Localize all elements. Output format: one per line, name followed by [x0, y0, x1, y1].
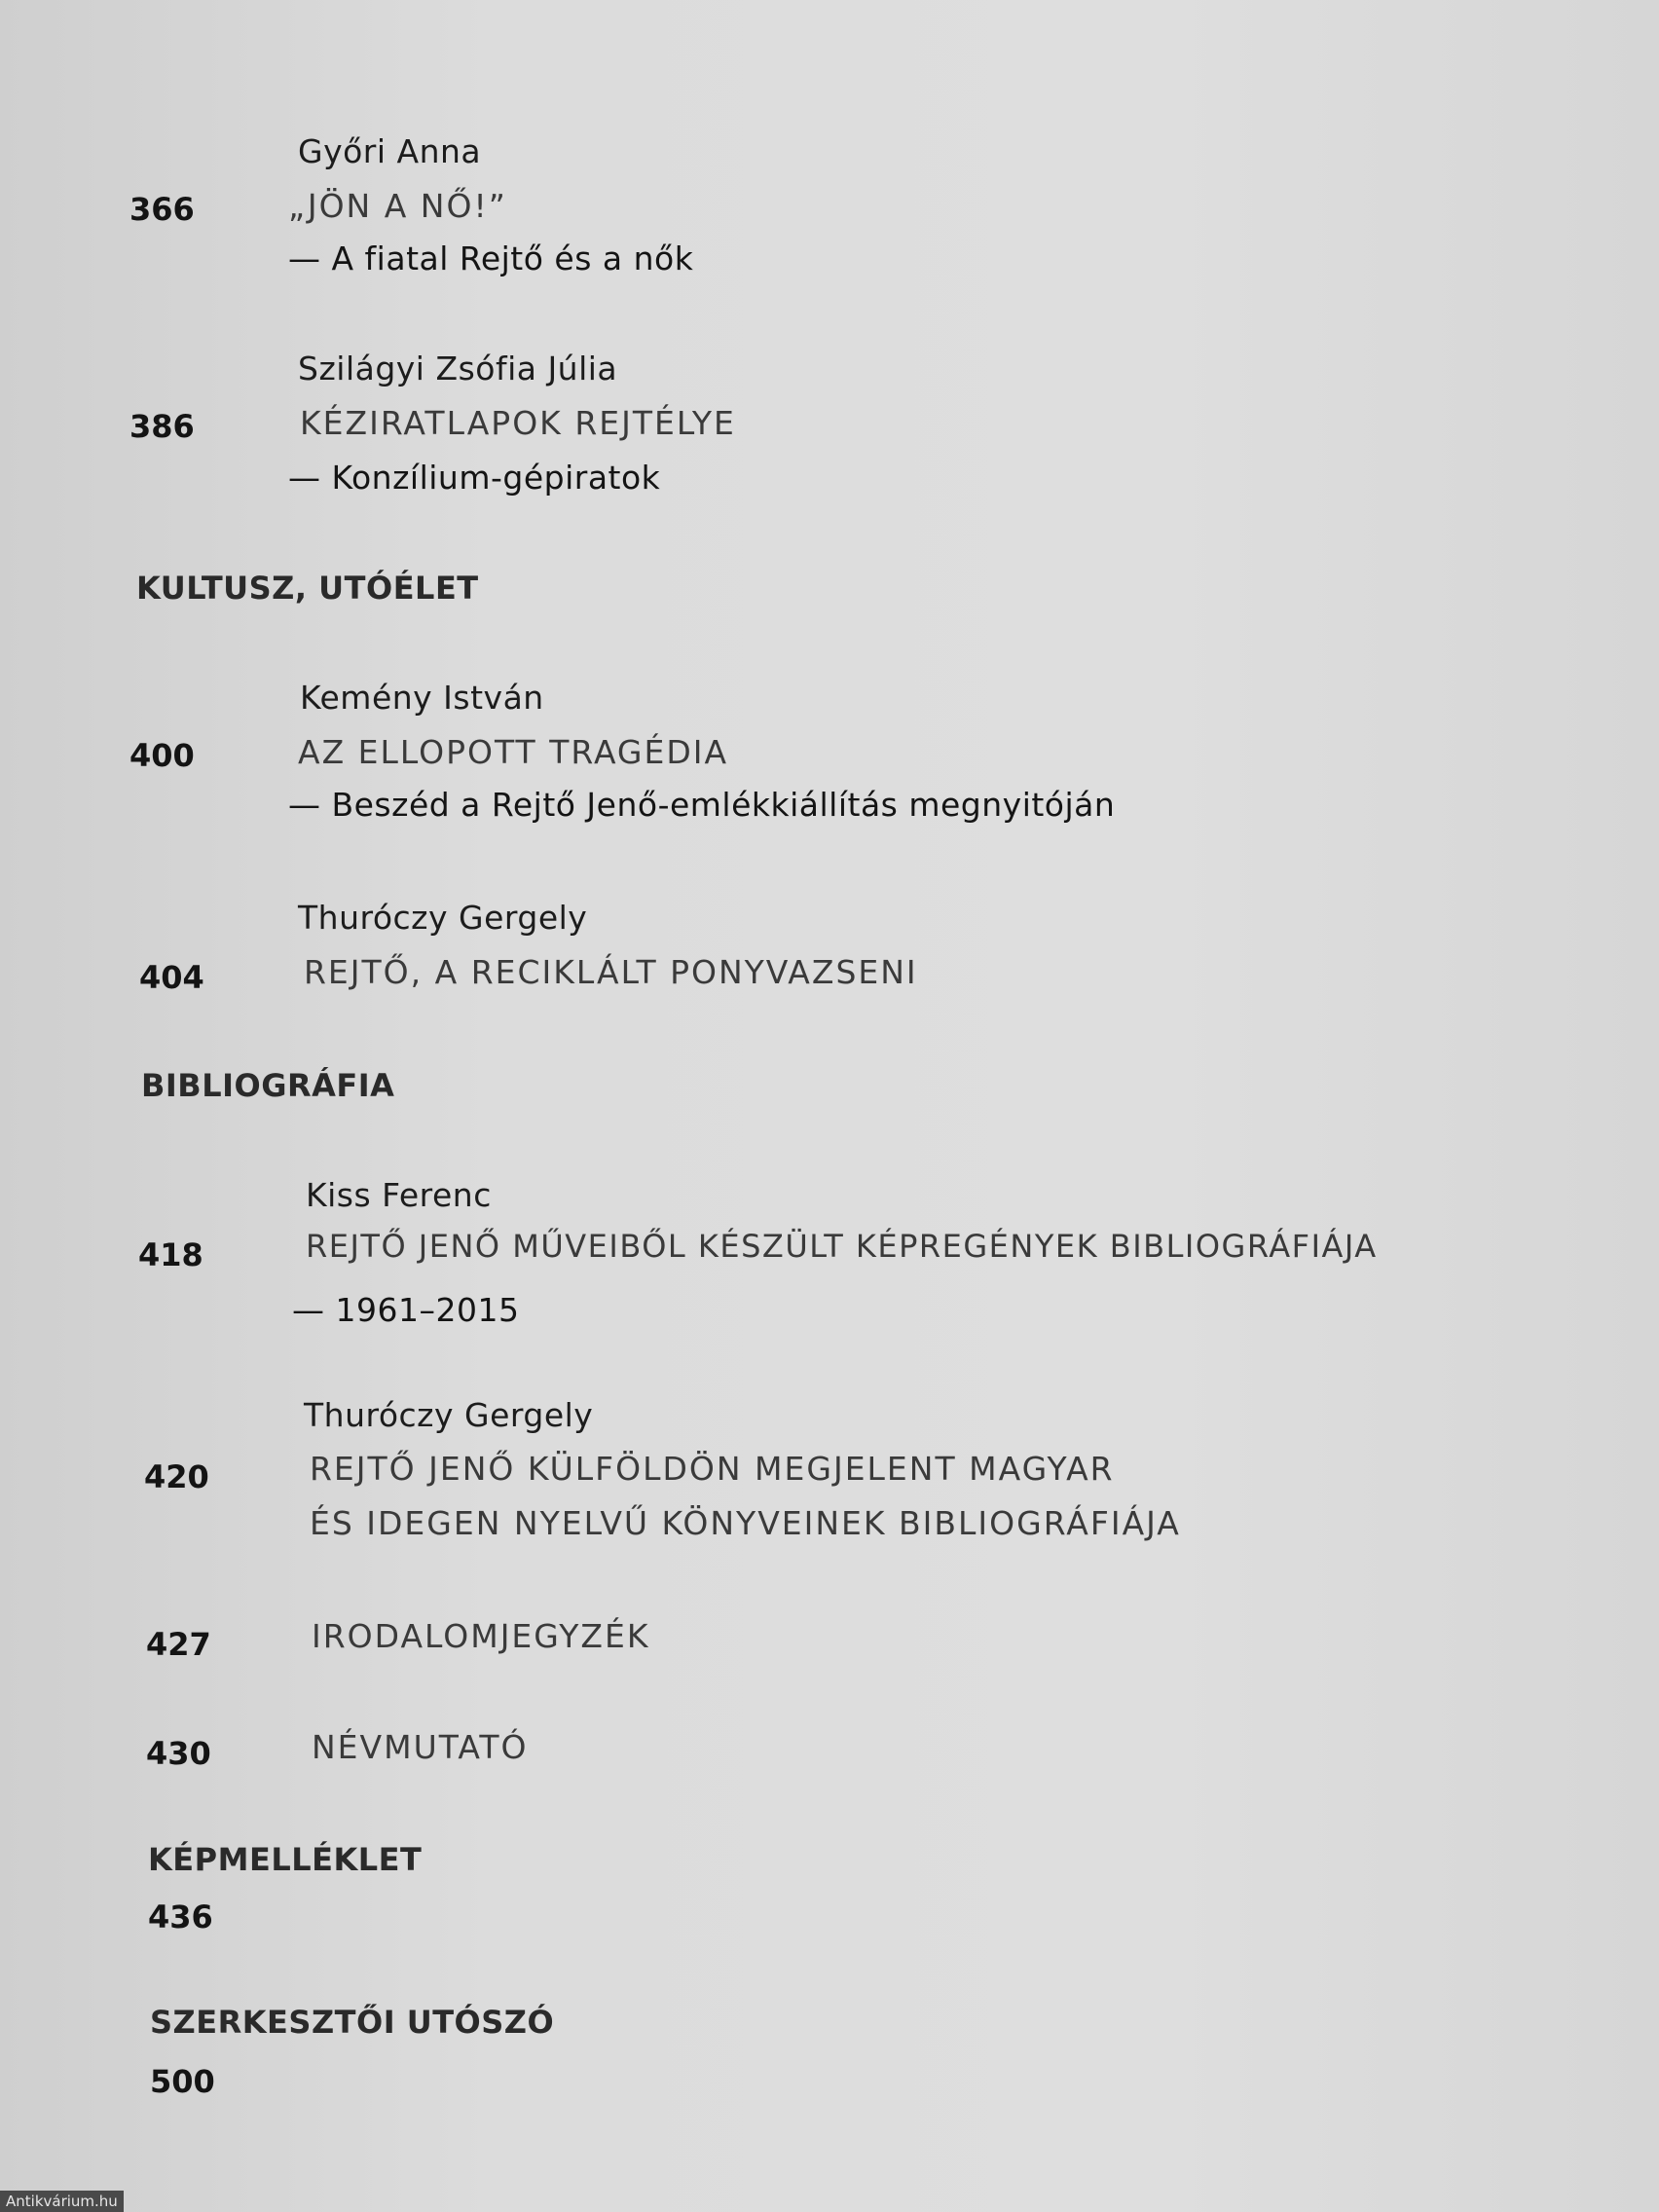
- toc-title: REJTŐ JENŐ MŰVEIBŐL KÉSZÜLT KÉPREGÉNYEK BIBLIOGRÁFIÁJA: [306, 1228, 1378, 1265]
- section-heading-kultusz: KULTUSZ, UTÓÉLET: [136, 570, 479, 607]
- toc-author: Szilágyi Zsófia Júlia: [298, 350, 618, 387]
- toc-title: REJTŐ, A RECIKLÁLT PONYVAZSENI: [304, 953, 918, 991]
- toc-title: KÉZIRATLAPOK REJTÉLYE: [300, 404, 736, 442]
- toc-subtitle: — Konzílium-gépiratok: [288, 459, 661, 497]
- toc-author: Kemény István: [300, 679, 544, 717]
- section-heading-bibliografia: BIBLIOGRÁFIA: [141, 1067, 395, 1104]
- watermark: Antikvárium.hu: [0, 2191, 124, 2212]
- toc-author: Győri Anna: [298, 132, 482, 170]
- toc-title-line2: ÉS IDEGEN NYELVŰ KÖNYVEINEK BIBLIOGRÁFIÁJA: [310, 1504, 1181, 1542]
- toc-title: „JÖN A NŐ!”: [288, 187, 507, 225]
- section-heading-utoszo: SZERKESZTŐI UTÓSZÓ: [150, 2004, 555, 2041]
- section-heading-kepmelleklet: KÉPMELLÉKLET: [148, 1841, 423, 1878]
- toc-page-number: 420: [144, 1458, 209, 1495]
- toc-page-number: 386: [129, 408, 195, 445]
- toc-page-number: 366: [129, 191, 195, 228]
- toc-title: NÉVMUTATÓ: [312, 1728, 529, 1766]
- toc-page-number: 418: [138, 1236, 203, 1273]
- toc-title: AZ ELLOPOTT TRAGÉDIA: [298, 733, 729, 771]
- toc-author: Kiss Ferenc: [306, 1176, 492, 1214]
- toc-page-number: 430: [146, 1735, 211, 1772]
- toc-page-number: 404: [139, 959, 204, 996]
- toc-subtitle: — Beszéd a Rejtő Jenő-emlékkiállítás megnyitóján: [288, 786, 1116, 824]
- toc-author: Thuróczy Gergely: [298, 899, 588, 937]
- toc-page-number: 400: [129, 737, 195, 774]
- toc-page-number: 500: [150, 2063, 215, 2100]
- toc-subtitle: — 1961–2015: [292, 1291, 520, 1329]
- toc-page-number: 427: [146, 1626, 211, 1663]
- toc-subtitle: — A fiatal Rejtő és a nők: [288, 240, 694, 277]
- toc-title: IRODALOMJEGYZÉK: [312, 1617, 650, 1655]
- toc-author: Thuróczy Gergely: [304, 1396, 594, 1434]
- toc-page-number: 436: [148, 1899, 213, 1936]
- toc-title: REJTŐ JENŐ KÜLFÖLDÖN MEGJELENT MAGYAR: [310, 1450, 1115, 1488]
